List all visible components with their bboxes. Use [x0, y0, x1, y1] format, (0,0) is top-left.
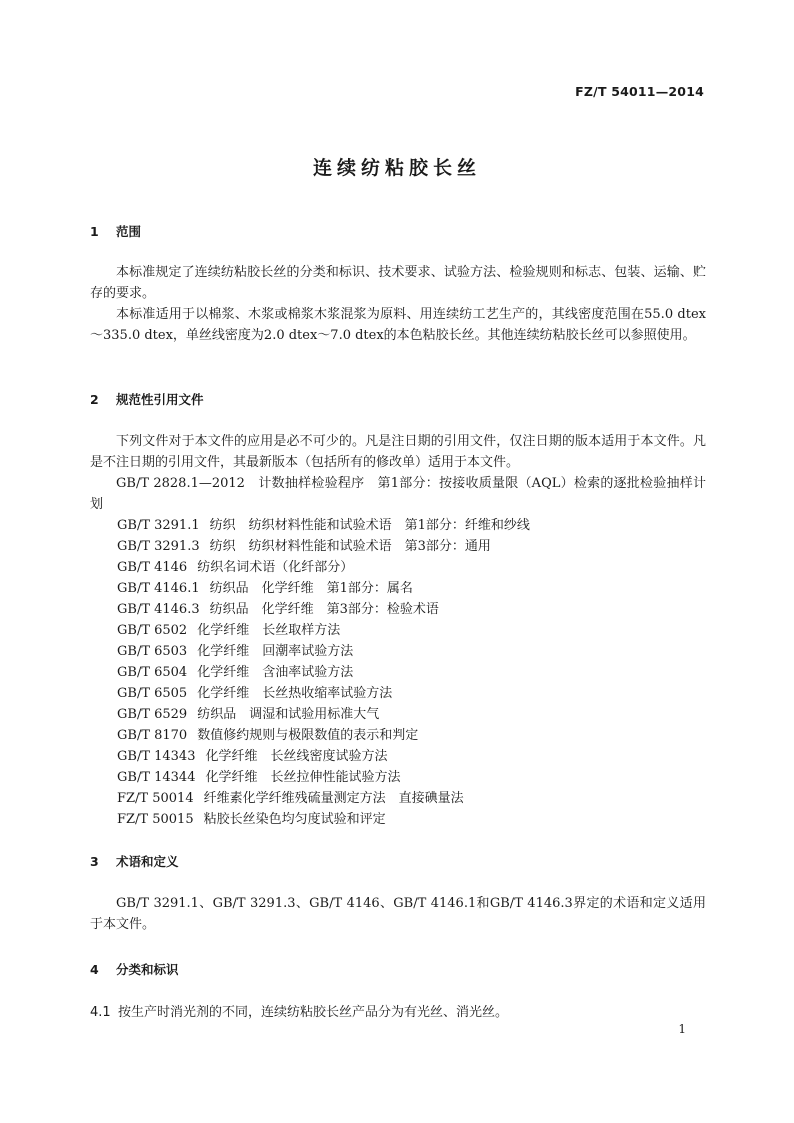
reference-first-entry: GB/T 2828.1—2012 计数抽样检验程序 第1部分：按接收质量限（AQL）检索的逐批检验抽样计划 [90, 476, 706, 512]
reference-item [117, 746, 530, 767]
standard-code: FZ/T 54011—2014 [575, 84, 704, 99]
reference-title: 化学纤维 长丝取样方法 [197, 623, 341, 638]
reference-title: 纺织品 调湿和试验用标准大气 [197, 707, 380, 722]
reference-title: 化学纤维 含油率试验方法 [197, 665, 354, 680]
section-heading-normative-references [90, 390, 204, 408]
section-title: 分类和标识 [116, 962, 179, 977]
section-number: 2 [90, 392, 99, 407]
reference-code: GB/T 14343 [117, 749, 196, 764]
reference-item [117, 599, 530, 620]
reference-item [117, 788, 530, 809]
reference-item [117, 767, 530, 788]
reference-title: 化学纤维 长丝线密度试验方法 [205, 749, 388, 764]
section-heading-classification [90, 960, 179, 978]
reference-code: GB/T 6503 [117, 644, 188, 659]
section-title: 术语和定义 [116, 854, 179, 869]
reference-item [117, 809, 530, 830]
reference-item [117, 725, 530, 746]
section-title: 范围 [116, 224, 142, 239]
reference-title: 化学纤维 回潮率试验方法 [197, 644, 354, 659]
reference-code: GB/T 6502 [117, 623, 188, 638]
reference-code: FZ/T 50015 [117, 812, 194, 827]
reference-title: 数值修约规则与极限数值的表示和判定 [197, 728, 419, 743]
reference-code: GB/T 4146.1 [117, 581, 200, 596]
section-number: 1 [90, 224, 99, 239]
section-number: 4 [90, 962, 99, 977]
page-number: 1 [678, 1022, 686, 1036]
reference-item [117, 620, 530, 641]
reference-code: FZ/T 50014 [117, 791, 194, 806]
reference-title: 纺织名词术语（化纤部分） [197, 560, 354, 575]
clause-text: 按生产时消光剂的不同，连续纺粘胶长丝产品分为有光丝、消光丝。 [118, 1005, 509, 1020]
reference-item [117, 557, 530, 578]
terms-paragraph: GB/T 3291.1、GB/T 3291.3、GB/T 4146、GB/T 4146.1和GB/T 4146.3界定的术语和定义适用于本文件。 [90, 896, 706, 932]
reference-item [117, 641, 530, 662]
reference-title: 纺织 纺织材料性能和试验术语 第3部分：通用 [209, 539, 491, 554]
reference-code: GB/T 6529 [117, 707, 188, 722]
reference-title: 纺织 纺织材料性能和试验术语 第1部分：纤维和纱线 [209, 518, 530, 533]
reference-code: GB/T 4146.3 [117, 602, 200, 617]
reference-item [117, 515, 530, 536]
references-intro: 下列文件对于本文件的应用是必不可少的。凡是注日期的引用文件，仅注日期的版本适用于本文件。凡是不注日期的引用文件，其最新版本（包括所有的修改单）适用于本文件。 [90, 434, 706, 470]
reference-code: GB/T 6504 [117, 665, 188, 680]
scope-paragraph-1: 本标准规定了连续纺粘胶长丝的分类和标识、技术要求、试验方法、检验规则和标志、包装、运输、贮存的要求。 [90, 265, 706, 301]
reference-code: GB/T 6505 [117, 686, 188, 701]
reference-code: GB/T 3291.1 [117, 518, 200, 533]
clause-4-1 [90, 1001, 508, 1020]
reference-code: GB/T 8170 [117, 728, 188, 743]
reference-title: 粘胶长丝染色均匀度试验和评定 [203, 812, 386, 827]
reference-item [117, 578, 530, 599]
reference-title: 化学纤维 长丝拉伸性能试验方法 [205, 770, 401, 785]
reference-title: 纺织品 化学纤维 第1部分：属名 [209, 581, 413, 596]
reference-list [117, 515, 530, 830]
section-title: 规范性引用文件 [116, 392, 204, 407]
reference-code: GB/T 4146 [117, 560, 188, 575]
reference-item [117, 662, 530, 683]
section-heading-terms [90, 852, 179, 870]
section-heading-scope [90, 222, 141, 240]
reference-item [117, 536, 530, 557]
section-number: 3 [90, 854, 99, 869]
scope-paragraph-2: 本标准适用于以棉浆、木浆或棉浆木浆混浆为原料、用连续纺工艺生产的，其线密度范围在55.0 dtex～335.0 dtex，单丝线密度为2.0 dtex～7.0 dtex的本色粘胶长丝。其他连续纺粘胶长丝可以参照使用。 [90, 307, 706, 343]
reference-code: GB/T 3291.3 [117, 539, 200, 554]
reference-item [117, 704, 530, 725]
clause-number: 4.1 [90, 1005, 111, 1020]
reference-code: GB/T 14344 [117, 770, 196, 785]
reference-item [117, 683, 530, 704]
reference-title: 纺织品 化学纤维 第3部分：检验术语 [209, 602, 439, 617]
reference-title: 纤维素化学纤维残硫量测定方法 直接碘量法 [203, 791, 464, 806]
document-title: 连续纺粘胶长丝 [312, 157, 481, 179]
reference-title: 化学纤维 长丝热收缩率试验方法 [197, 686, 393, 701]
